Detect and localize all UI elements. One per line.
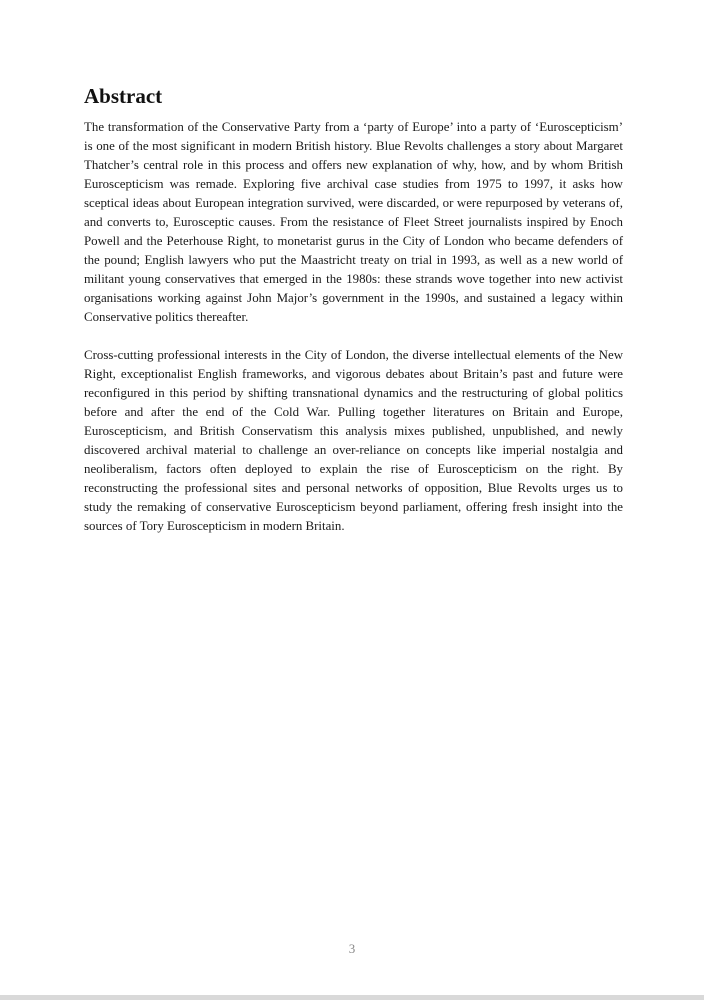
page-bottom-edge (0, 995, 704, 1000)
abstract-section (84, 84, 623, 536)
page-number: 3 (348, 941, 356, 956)
abstract-paragraph-1: The transformation of the Conservative Party from a ‘party of Europe’ into a party of ‘Euroscepticism’ is one of the most significant in modern British history. Blue Revolts challenges a story about Margaret Thatcher’s central role in this process and offers new explanation of why, how, and by whom British Euroscepticism was remade. Exploring five archival case studies from 1975 to 1997, it asks how sceptical ideas about European integration survived, were discarded, or were repurposed by veterans of, and converts to, Eurosceptic causes. From the resistance of Fleet Street journalists inspired by Enoch Powell and the Peterhouse Right, to monetarist gurus in the City of London who became defenders of the pound; English lawyers who put the Maastricht treaty on trial in 1993, as well as a new world of militant young conservatives that emerged in the 1980s: these strands wove together into new activist organisations working against John Major’s government in the 1990s, and sustained a legacy within Conservative politics thereafter. (84, 120, 623, 324)
abstract-paragraph-2: Cross-cutting professional interests in the City of London, the diverse intellectual elements of the New Right, exceptionalist English frameworks, and vigorous debates about Britain’s past and future were reconfigured in this period by shifting transnational dynamics and the restructuring of global politics before and after the end of the Cold War. Pulling together literatures on Britain and Europe, Euroscepticism, and British Conservatism this analysis mixes published, unpublished, and newly discovered archival material to challenge an over-reliance on concepts like imperial nostalgia and neoliberalism, factors often deployed to explain the rise of Euroscepticism on the right. By reconstructing the professional sites and personal networks of opposition, Blue Revolts urges us to study the remaking of conservative Euroscepticism beyond parliament, offering fresh insight into the sources of Tory Euroscepticism in modern Britain. (84, 348, 623, 533)
abstract-heading: Abstract (84, 84, 163, 108)
